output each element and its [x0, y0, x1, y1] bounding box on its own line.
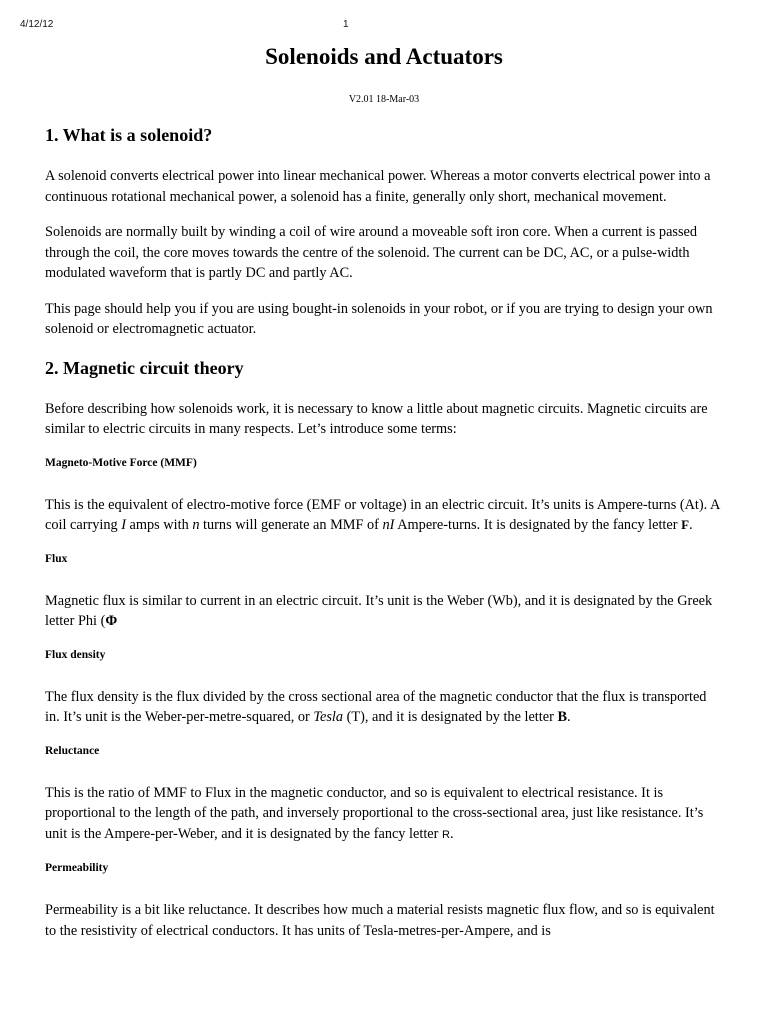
tesla-term: Tesla — [313, 709, 344, 725]
reluctance-symbol: R — [441, 828, 450, 841]
term-heading-mmf: Magneto-Motive Force (MMF) — [45, 456, 197, 469]
section-heading-what-is-solenoid: 1. What is a solenoid? — [45, 125, 213, 145]
variable-ni: nI — [382, 517, 395, 533]
term-definition-permeability: Permeability is a bit like reluctance. It describes how much a material resists magnetic flux flow, and so is equivalent to the resistivity of electrical conductors. It has units of Tesla-metres-per-Ampere, and is — [45, 902, 715, 939]
variable-n: n — [192, 517, 200, 533]
variable-i: I — [121, 517, 126, 533]
paragraph: This page should help you if you are using bought-in solenoids in your robot, or if you are trying to design your own solenoid or electromagnetic actuator. — [45, 300, 713, 337]
document-title: Solenoids and Actuators — [265, 44, 503, 69]
paragraph: Before describing how solenoids work, it is necessary to know a little about magnetic circuits. Magnetic circuits are similar to electric circuits in many respects. Let’s introduce some terms: — [45, 400, 708, 437]
flux-density-symbol: B — [557, 709, 567, 725]
paragraph: Solenoids are normally built by winding a coil of wire around a moveable soft iron core. When a current is passed through the coil, the core moves towards the centre of the solenoid. The current can be DC, AC, or a pulse-width modulated waveform that is partly DC and partly AC. — [45, 224, 698, 281]
phi-symbol: Φ — [105, 613, 118, 629]
document-body — [45, 122, 723, 956]
term-heading-permeability: Permeability — [45, 862, 109, 874]
term-heading-flux: Flux — [45, 552, 68, 565]
paragraph: A solenoid converts electrical power into linear mechanical power. Whereas a motor converts electrical power into a continuous rotational mechanical power, a solenoid has a finite, generally only short, mechanical movement. — [45, 168, 711, 205]
mmf-symbol: F — [681, 517, 690, 532]
print-date: 4/12/12 — [20, 19, 54, 30]
page-number: 1 — [343, 19, 349, 30]
term-heading-flux-density: Flux density — [45, 648, 106, 661]
term-definition-flux-density: The flux density is the flux divided by the cross sectional area of the magnetic conductor that the flux is transported in. It’s unit is the Weber-per-metre-squared, or Tesla (T), and it is designated by the letter B. — [45, 688, 707, 725]
term-definition-reluctance: This is the ratio of MMF to Flux in the magnetic conductor, and so is equivalent to electrical resistance. It is proportional to the length of the path, and inversely proportional to the cross-sectional area, just like resistance. It’s unit is the Ampere-per-Weber, and it is designated by the fancy letter R. — [45, 784, 704, 842]
term-definition-flux: Magnetic flux is similar to current in an electric circuit. It’s unit is the Weber (Wb), and it is designated by the Greek letter Phi (Φ — [45, 592, 713, 629]
section-heading-magnetic-circuit-theory: 2. Magnetic circuit theory — [45, 357, 244, 378]
term-heading-reluctance: Reluctance — [45, 744, 100, 757]
term-definition-mmf: This is the equivalent of electro-motive force (EMF or voltage) in an electric circuit. It’s units is Ampere-turns (At). A coil carrying I amps with n turns will generate an MMF of nI Ampere-turns. It is designated by the fancy letter F. — [45, 496, 720, 533]
document-version: V2.01 18-Mar-03 — [348, 94, 420, 105]
